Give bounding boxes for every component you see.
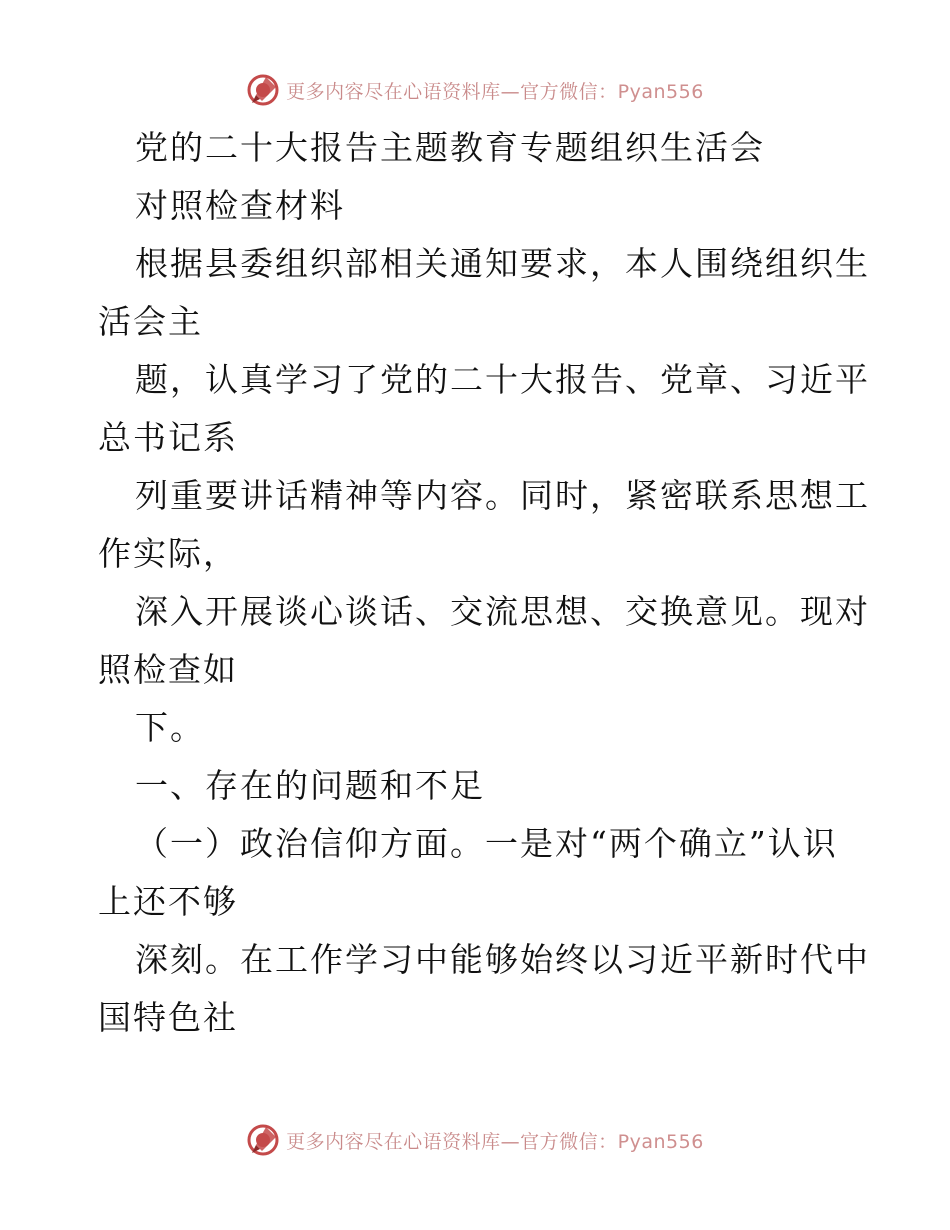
doc-text-line: 活会主 <box>98 302 203 341</box>
doc-text-line: 列重要讲话精神等内容。同时，紧密联系思想工 <box>135 476 870 515</box>
doc-text-line: 国特色社 <box>98 998 238 1037</box>
doc-text-line: 题，认真学习了党的二十大报告、党章、习近平 <box>135 360 870 399</box>
doc-text-line: 上还不够 <box>98 882 238 921</box>
watermark-text: 更多内容尽在心语资料库—官方微信：Pyan556 <box>286 1130 704 1153</box>
doc-text-line: （一）政治信仰方面。一是对“两个确立”认识 <box>135 824 838 863</box>
pen-logo-icon <box>246 1123 280 1157</box>
doc-text-line: 下。 <box>135 708 205 747</box>
header-watermark <box>0 70 950 110</box>
watermark-text: 更多内容尽在心语资料库—官方微信：Pyan556 <box>286 80 704 103</box>
doc-text-line: 根据县委组织部相关通知要求，本人围绕组织生 <box>135 244 870 283</box>
section-heading: 一、存在的问题和不足 <box>135 766 485 805</box>
doc-text-line: 深入开展谈心谈话、交流思想、交换意见。现对 <box>135 592 870 631</box>
doc-text-line: 深刻。在工作学习中能够始终以习近平新时代中 <box>135 940 870 979</box>
doc-text-line: 照检查如 <box>98 650 238 689</box>
doc-title-line-2: 对照检查材料 <box>135 186 345 225</box>
pen-logo-icon <box>246 73 280 107</box>
doc-title-line-1: 党的二十大报告主题教育专题组织生活会 <box>135 128 765 167</box>
footer-watermark <box>0 1120 950 1160</box>
doc-text-line: 作实际， <box>98 534 238 573</box>
doc-text-line: 总书记系 <box>98 418 238 457</box>
